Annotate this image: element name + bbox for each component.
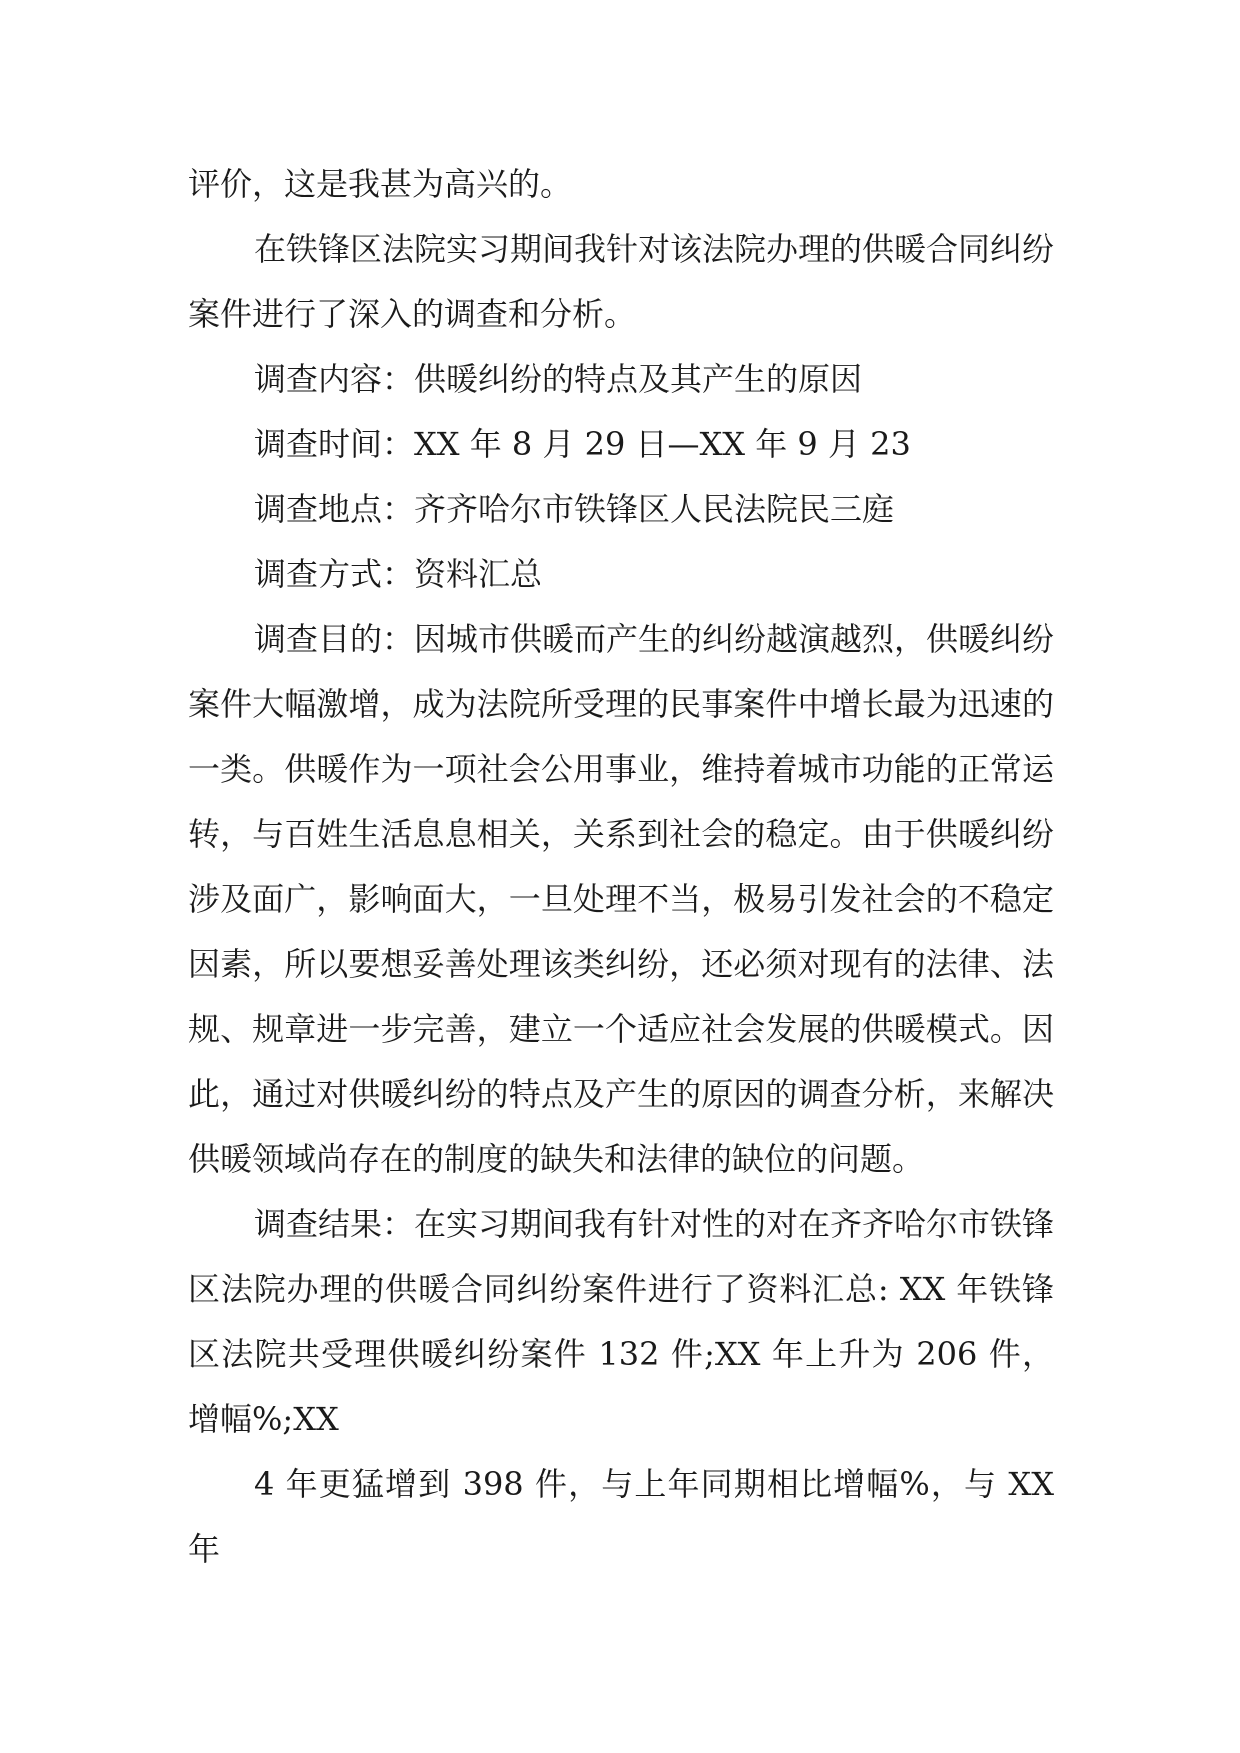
paragraph-survey-time: 调查时间：XX 年 8 月 29 日—XX 年 9 月 23 bbox=[254, 425, 911, 463]
document-body bbox=[188, 152, 1054, 1582]
paragraph-survey-content: 调查内容：供暖纠纷的特点及其产生的原因 bbox=[254, 360, 863, 398]
paragraph-1: 评价，这是我甚为高兴的。 bbox=[188, 165, 573, 203]
paragraph-survey-method: 调查方式：资料汇总 bbox=[254, 555, 543, 593]
paragraph-survey-result: 调查结果：在实习期间我有针对性的对在齐齐哈尔市铁锋区法院办理的供暖合同纠纷案件进行了资料汇总: XX 年铁锋区法院共受理供暖纠纷案件 132 件;XX 年上升为 206 件，增幅%;XX bbox=[188, 1205, 1055, 1438]
paragraph-survey-location: 调查地点：齐齐哈尔市铁锋区人民法院民三庭 bbox=[254, 490, 895, 528]
paragraph-survey-purpose: 调查目的：因城市供暖而产生的纠纷越演越烈，供暖纠纷案件大幅激增，成为法院所受理的民事案件中增长最为迅速的一类。供暖作为一项社会公用事业，维持着城市功能的正常运转，与百姓生活息息相关，关系到社会的稳定。由于供暖纠纷涉及面广，影响面大，一旦处理不当，极易引发社会的不稳定因素，所以要想妥善处理该类纠纷，还必须对现有的法律、法规、规章进一步完善，建立一个适应社会发展的供暖模式。因此，通过对供暖纠纷的特点及产生的原因的调查分析，来解决供暖领域尚存在的制度的缺失和法律的缺位的问题。 bbox=[188, 620, 1055, 1178]
paragraph-continuation: 4 年更猛增到 398 件，与上年同期相比增幅%，与 XX 年 bbox=[188, 1465, 1054, 1568]
paragraph-2: 在铁锋区法院实习期间我针对该法院办理的供暖合同纠纷案件进行了深入的调查和分析。 bbox=[188, 230, 1055, 333]
